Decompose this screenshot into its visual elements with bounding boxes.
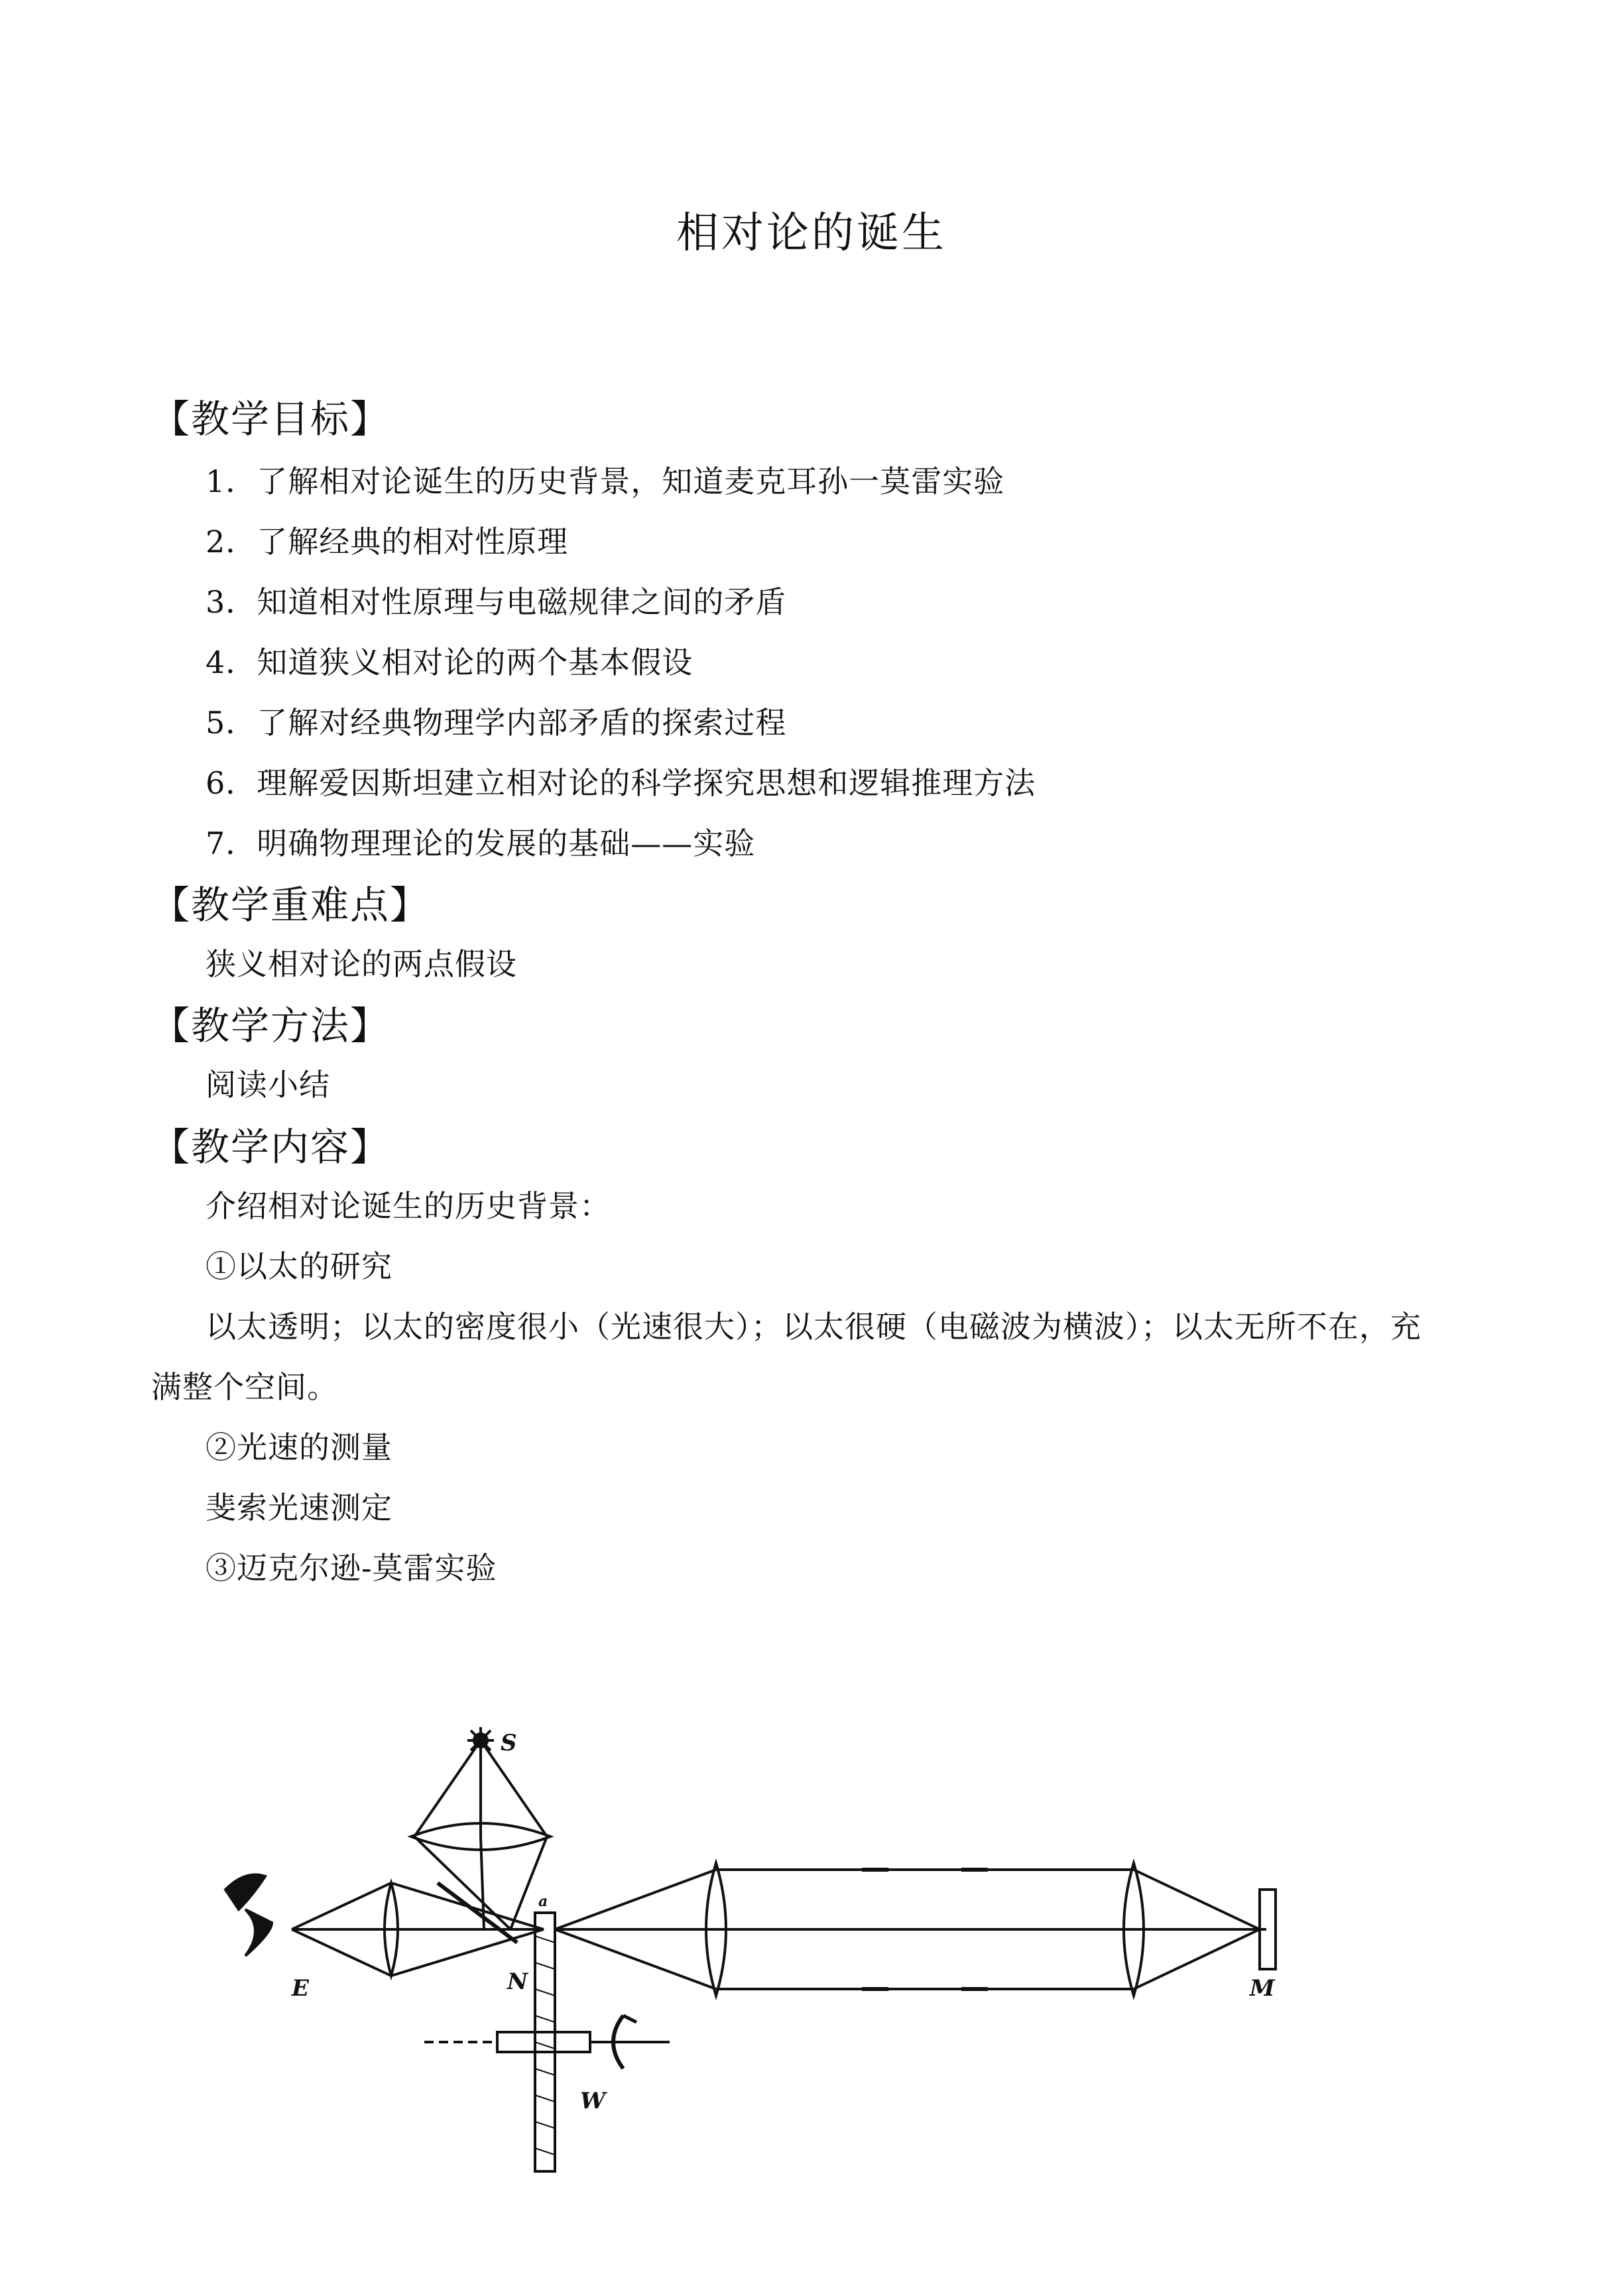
light-speed-title: ②光速的测量 xyxy=(206,1429,392,1465)
label-e: E xyxy=(292,1975,309,2002)
ether-text-line-1: 以太透明；以太的密度很小（光速很大）；以太很硬（电磁波为横波）；以太无所不在，充 xyxy=(206,1309,1421,1345)
label-s: S xyxy=(501,1730,517,1756)
heading-objectives: 【教学目标】 xyxy=(151,396,391,442)
objective-item-3: 3．知道相对性原理与电磁规律之间的矛盾 xyxy=(206,584,787,620)
label-m: M xyxy=(1250,1975,1275,2002)
heading-methods: 【教学方法】 xyxy=(151,1003,391,1048)
objective-item-1: 1．了解相对论诞生的历史背景，知道麦克耳孙一莫雷实验 xyxy=(206,463,1005,499)
ray-eye-top xyxy=(292,1883,391,1929)
content-intro: 介绍相对论诞生的历史背景： xyxy=(206,1188,611,1224)
ray-lens-n-right xyxy=(511,1837,547,1929)
wheel-axle xyxy=(497,2032,590,2052)
objective-item-6: 6．理解爱因斯坦建立相对论的科学探究思想和逻辑推理方法 xyxy=(206,765,1036,801)
ray-s-left xyxy=(414,1740,481,1837)
ray-lens2-mirror-bottom xyxy=(1134,1929,1260,1989)
ray-lens2-mirror-top xyxy=(1134,1870,1260,1929)
label-w: W xyxy=(580,2088,606,2114)
label-a: a xyxy=(538,1893,548,1910)
heading-content: 【教学内容】 xyxy=(151,1124,391,1170)
fizeau-text: 斐索光速测定 xyxy=(206,1490,392,1526)
methods-text: 阅读小结 xyxy=(206,1067,330,1103)
objective-item-5: 5．了解对经典物理学内部矛盾的探索过程 xyxy=(206,705,787,741)
fizeau-apparatus-diagram xyxy=(199,1671,1326,2188)
key-points-text: 狭义相对论的两点假设 xyxy=(206,946,517,982)
michelson-morley-title: ③迈克尔逊-莫雷实验 xyxy=(206,1550,497,1586)
eye-brow xyxy=(225,1875,265,1910)
toothed-wheel xyxy=(535,1913,555,2171)
ray-wheel-lens1-top xyxy=(555,1870,716,1929)
ether-title: ①以太的研究 xyxy=(206,1248,392,1284)
ether-text-line-2: 满整个空间。 xyxy=(151,1369,338,1405)
label-n: N xyxy=(507,1968,528,1995)
ray-eye-bottom xyxy=(292,1929,391,1976)
objective-item-4: 4．知道狭义相对论的两个基本假设 xyxy=(206,644,693,680)
eye-shape xyxy=(245,1909,272,1956)
half-mirror-n xyxy=(438,1883,517,1943)
wheel-teeth xyxy=(535,1936,555,2155)
ray-wheel-lens1-bottom xyxy=(555,1929,716,1989)
objective-item-7: 7．明确物理理论的发展的基础——实验 xyxy=(206,825,756,861)
page-title: 相对论的诞生 xyxy=(676,209,947,258)
objective-item-2: 2．了解经典的相对性原理 xyxy=(206,524,569,560)
heading-key-points: 【教学重难点】 xyxy=(151,882,430,928)
